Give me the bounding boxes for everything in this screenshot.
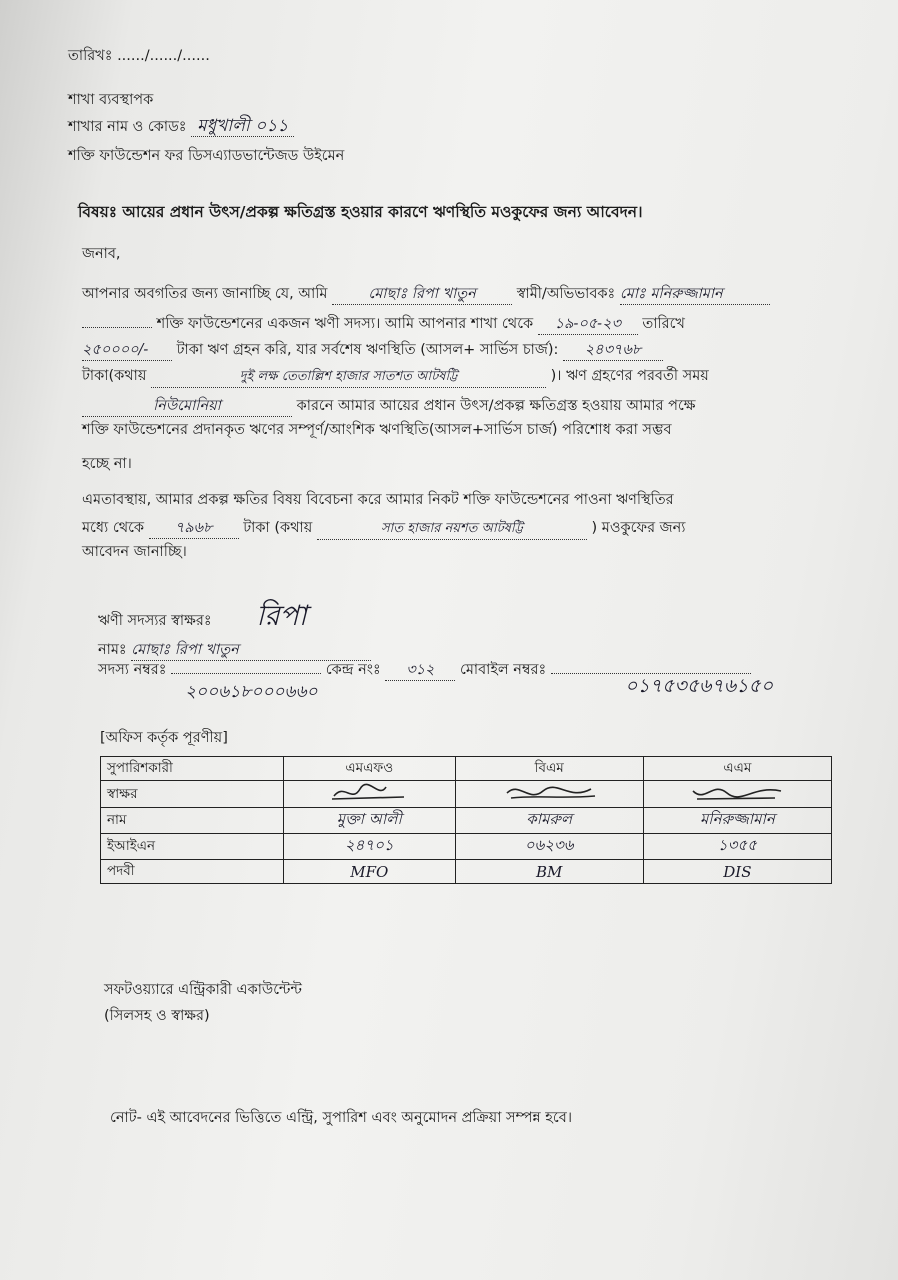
table-cell: মনিরুজ্জামান	[643, 808, 831, 834]
note: নোট- এই আবেদনের ভিত্তিতে এন্ট্রি, সুপারিশ এবং অনুমোদন প্রক্রিয়া সম্পন্ন হবে।	[110, 1110, 573, 1126]
text: শক্তি ফাউন্ডেশনের একজন ঋণী সদস্য। আমি আপনার শাখা থেকে	[156, 316, 534, 332]
guardian-name: মোঃ মনিরুজ্জামান	[620, 284, 770, 305]
header-cell: এএম	[643, 757, 831, 781]
blank	[82, 327, 152, 328]
body-line-7: হচ্ছে না।	[82, 456, 132, 472]
body-line-8: এমতাবস্থায়, আমার প্রকল্প ক্ষতির বিষয় বিবেচনা করে আমার নিকট শক্তি ফাউন্ডেশনের পাওনা ঋণস্থিতির	[82, 492, 674, 508]
row-label: স্বাক্ষর	[101, 781, 284, 808]
signature-bm	[499, 781, 599, 803]
branch-manager: শাখা ব্যবস্থাপক	[68, 92, 154, 108]
blank	[171, 673, 321, 674]
salutation: জনাব,	[82, 246, 121, 262]
loan-balance: ২৪৩৭৬৮	[563, 340, 663, 361]
body-line-5	[82, 396, 696, 417]
text: মধ্যে থেকে	[82, 520, 145, 536]
date-line: তারিখঃ ....../....../......	[68, 48, 210, 64]
damage-reason: নিউমোনিয়া	[82, 396, 292, 417]
table-cell: MFO	[284, 860, 456, 884]
text: টাকা (কথায়	[243, 520, 313, 536]
text: টাকা ঋণ গ্রহন করি, যার সর্বশেষ ঋণস্থিতি (আসল+ সার্ভিস চার্জ):	[176, 342, 559, 358]
table-row	[101, 860, 832, 884]
mobile-label: মোবাইল নম্বরঃ	[459, 662, 547, 678]
signature-am	[687, 781, 787, 803]
waive-amount: ৭৯৬৮	[149, 518, 239, 539]
applicant-name: মোছাঃ রিপা খাতুন	[332, 284, 512, 305]
signature-cell	[455, 781, 643, 808]
branch-label: শাখার নাম ও কোডঃ	[68, 119, 187, 135]
center-number: ৩১২	[385, 660, 455, 681]
table-row	[101, 781, 832, 808]
row-label: ইআইএন	[101, 834, 284, 860]
center-label: কেন্দ্র নংঃ	[325, 662, 381, 678]
member-id-label: সদস্য নম্বরঃ	[98, 662, 167, 678]
header-cell: এমএফও	[284, 757, 456, 781]
body-line-4	[82, 366, 709, 388]
text: )। ঋণ গ্রহণের পরবর্তী সময়	[550, 368, 709, 384]
office-table	[100, 756, 832, 884]
subject: বিষয়ঃ আয়ের প্রধান উৎস/প্রকল্প ক্ষতিগ্রস্ত হওয়ার কারণে ঋণস্থিতি মওকুফের জন্য আবেদন।	[78, 203, 643, 221]
text: টাকা(কথায়	[82, 368, 147, 384]
mobile-number: ০১৭৫৩৫৬৭৬১৫০	[625, 675, 774, 697]
text: তারিখে	[642, 316, 685, 332]
text: স্বামী/অভিভাবকঃ	[516, 286, 616, 302]
body-line-10: আবেদন জানাচ্ছি।	[82, 544, 187, 560]
waive-words: সাত হাজার নয়শত আটষট্টি	[317, 519, 587, 540]
row-label: পদবী	[101, 860, 284, 884]
branch-line	[68, 116, 294, 137]
body-line-9	[82, 518, 686, 540]
table-cell: ১৩৫৫	[643, 834, 831, 860]
text: আপনার অবগতির জন্য জানাচ্ছি যে, আমি	[82, 286, 328, 302]
org-name: শক্তি ফাউন্ডেশন ফর ডিসএ্যাডভান্টেজড উইমেন	[68, 148, 345, 164]
signature-cell	[284, 781, 456, 808]
table-row	[101, 834, 832, 860]
member-name-line	[98, 640, 371, 661]
office-title: [অফিস কর্তৃক পূরণীয়]	[100, 730, 228, 746]
header-cell: সুপারিশকারী	[101, 757, 284, 781]
signature-cell	[643, 781, 831, 808]
table-cell: ০৬২৩৬	[455, 834, 643, 860]
member-signature-line	[98, 599, 307, 632]
row-label: নাম	[101, 808, 284, 834]
table-cell: ২৪৭০১	[284, 834, 456, 860]
table-cell: কামরুল	[455, 808, 643, 834]
blank	[551, 673, 751, 674]
table-row	[101, 808, 832, 834]
table-cell: DIS	[643, 860, 831, 884]
member-name: মোছাঃ রিপা খাতুন	[131, 640, 371, 661]
member-name-label: নামঃ	[98, 642, 127, 658]
header-cell: বিএম	[455, 757, 643, 781]
body-line-1	[82, 284, 770, 305]
body-line-2	[82, 314, 685, 335]
member-signature-label: ঋণী সদস্যর স্বাক্ষরঃ	[98, 613, 212, 629]
loan-date: ১৯-০৫-২৩	[538, 314, 638, 335]
seal-label: (সিলসহ ও স্বাক্ষর)	[104, 1008, 210, 1024]
branch-value: মধুখালী ০১১	[191, 116, 294, 137]
member-id-number: ২০০৬১৮০০০৬৬০	[185, 682, 318, 702]
body-line-3	[82, 340, 663, 361]
balance-words: দুই লক্ষ তেতাল্লিশ হাজার সাতশত আটষট্টি	[151, 367, 546, 388]
member-signature: রিপা	[256, 599, 307, 632]
table-row	[101, 757, 832, 781]
table-cell: মুক্তা আলী	[284, 808, 456, 834]
signature-mfo	[324, 781, 414, 803]
text: ) মওকুফের জন্য	[591, 520, 686, 536]
body-line-6: শক্তি ফাউন্ডেশনের প্রদানকৃত ঋণের সম্পূর্ণ/আংশিক ঋণস্থিতি(আসল+সার্ভিস চার্জ) পরিশোধ করা সম্ভব	[82, 422, 672, 438]
table-cell: BM	[455, 860, 643, 884]
text: কারনে আমার আয়ের প্রধান উৎস/প্রকল্প ক্ষতিগ্রস্ত হওয়ায় আমার পক্ষে	[296, 398, 696, 414]
loan-amount: ২৫০০০০/-	[82, 340, 172, 361]
software-entry-label: সফটওয়্যারে এন্ট্রিকারী একাউন্টেন্ট	[104, 982, 302, 998]
